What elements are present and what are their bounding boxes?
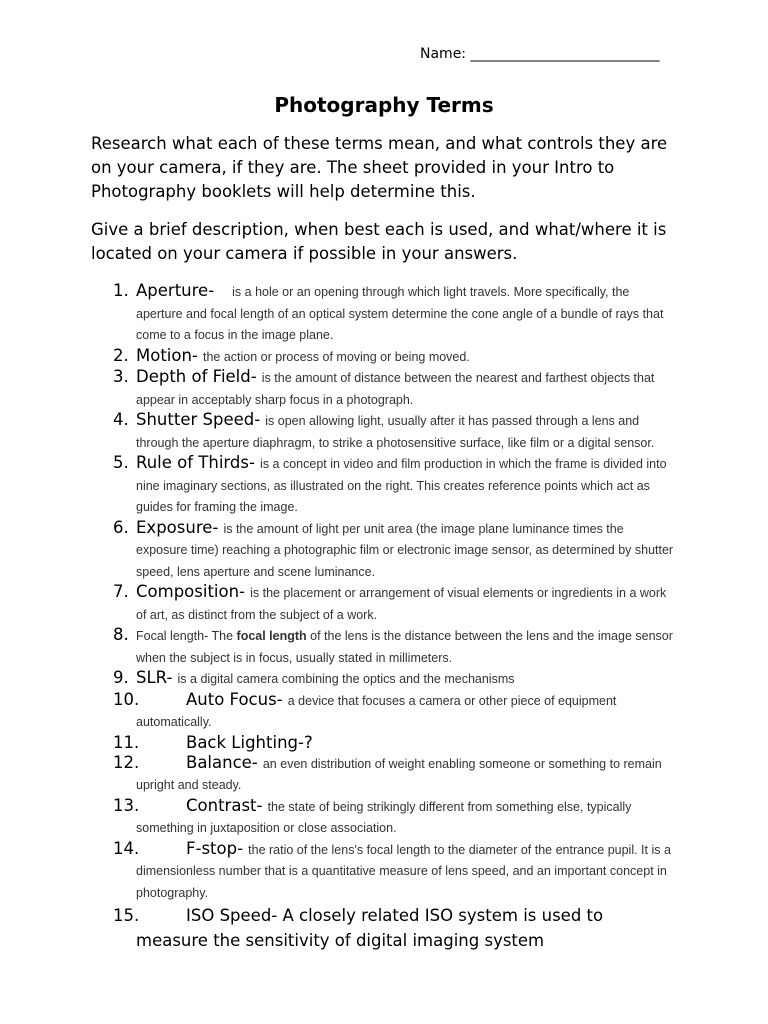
item-number: 6. [113,517,129,537]
term-description: is a hole or an opening through which light travels. More specifically, the aperture and focal length of an optical system determine the cone angle of a bundle of rays that come to a focus in the image plane. [136,285,664,342]
list-item [0,346,678,368]
term-heading: Back Lighting-? [186,732,313,752]
item-number: 3. [113,367,129,386]
list-item [0,582,678,625]
term-description: the action or process of moving or being moved. [203,349,470,364]
term-heading: Shutter Speed- [136,410,261,429]
item-number: 14. [113,838,140,858]
term-description: is the amount of light per unit area (the image plane luminance times the exposure time) reaching a photographic film or electronic image sensor, as determined by shutter speed, lens aperture and scene luminance. [136,521,674,579]
item-number: 13. [113,795,140,815]
description-rest: of the lens is the distance between the lens and the image sensor when the subject is in focus, usually stated in millimeters. [136,629,673,665]
list-item [0,839,678,904]
description-lead: Focal length- The [136,629,237,643]
page-title: Photography Terms [274,93,494,117]
list-item [0,281,678,346]
item-number: 1. [113,281,129,300]
list-item [0,668,678,690]
term-description: is the placement or arrangement of visual elements or ingredients in a work of art, as distinct from the subject of a work. [136,586,667,622]
term-heading: Rule of Thirds- [136,453,255,472]
list-item [0,367,678,410]
term-description [136,629,673,665]
list-item [0,903,678,953]
list-item [0,733,678,753]
term-heading: Composition- [136,582,245,601]
term-description: is a digital camera combining the optics and the mechanisms [177,672,515,686]
term-description: is a concept in video and film production in which the frame is divided into nine imaginary sections, as illustrated on the right. This creates reference points which act as guides for framing the image. [136,457,667,514]
term-heading: Auto Focus- [186,689,283,709]
item-number: 15. [113,906,140,925]
item-number: 8. [113,625,129,644]
list-item [0,453,678,518]
term-heading: Aperture- [136,281,215,300]
list-item [0,410,678,453]
term-heading: Balance- [186,752,258,772]
term-heading: Contrast- [186,795,263,815]
list-item [0,625,678,668]
term-description: an even distribution of weight enabling someone or something to remain upright and steady. [136,756,662,792]
list-item [0,690,678,733]
bold-term: focal length [236,629,307,643]
term-heading: SLR- [136,668,173,687]
item-number: 4. [113,410,129,429]
term-description: is the amount of distance between the nearest and farthest objects that appear in acceptably sharp focus in a photograph. [136,371,655,407]
list-item [0,796,678,839]
item-number: 11. [113,732,140,752]
term-heading: Motion- [136,345,198,365]
term-description: the state of being strikingly different from something else, typically something in juxtaposition or close association. [136,799,632,835]
term-description: the ratio of the lens's focal length to the diameter of the entrance pupil. It is a dimensionless number that is a quantitative measure of lens speed, and an important concept in photography. [136,842,671,900]
item-number: 5. [113,453,129,472]
name-field-line: Name: ___________________________ [420,46,660,62]
item-number: 2. [113,345,129,365]
term-description: a device that focuses a camera or other piece of equipment automatically. [136,693,617,729]
item-number: 9. [113,668,129,687]
item-number: 7. [113,582,129,601]
item-number: 10. [113,689,140,709]
term-heading: F-stop- [186,838,244,858]
list-item [0,518,678,583]
term-heading: ISO Speed- A closely related ISO system is used to measure the sensitivity of digital imaging system [136,906,604,950]
list-item [0,753,678,796]
term-description: is open allowing light, usually after it has passed through a lens and through the aperture diaphragm, to strike a photosensitive surface, like film or a digital sensor. [136,414,655,450]
term-heading: Depth of Field- [136,367,257,386]
item-number: 12. [113,752,140,772]
intro-paragraph-2: Give a brief description, when best each is used, and what/where it is located on your camera if possible in your answers. [91,220,667,263]
term-heading: Exposure- [136,517,219,537]
intro-paragraph-1: Research what each of these terms mean, and what controls they are on your camera, if they are. The sheet provided in your Intro to Photography booklets will help determine this. [91,134,668,201]
terms-list [0,281,768,953]
